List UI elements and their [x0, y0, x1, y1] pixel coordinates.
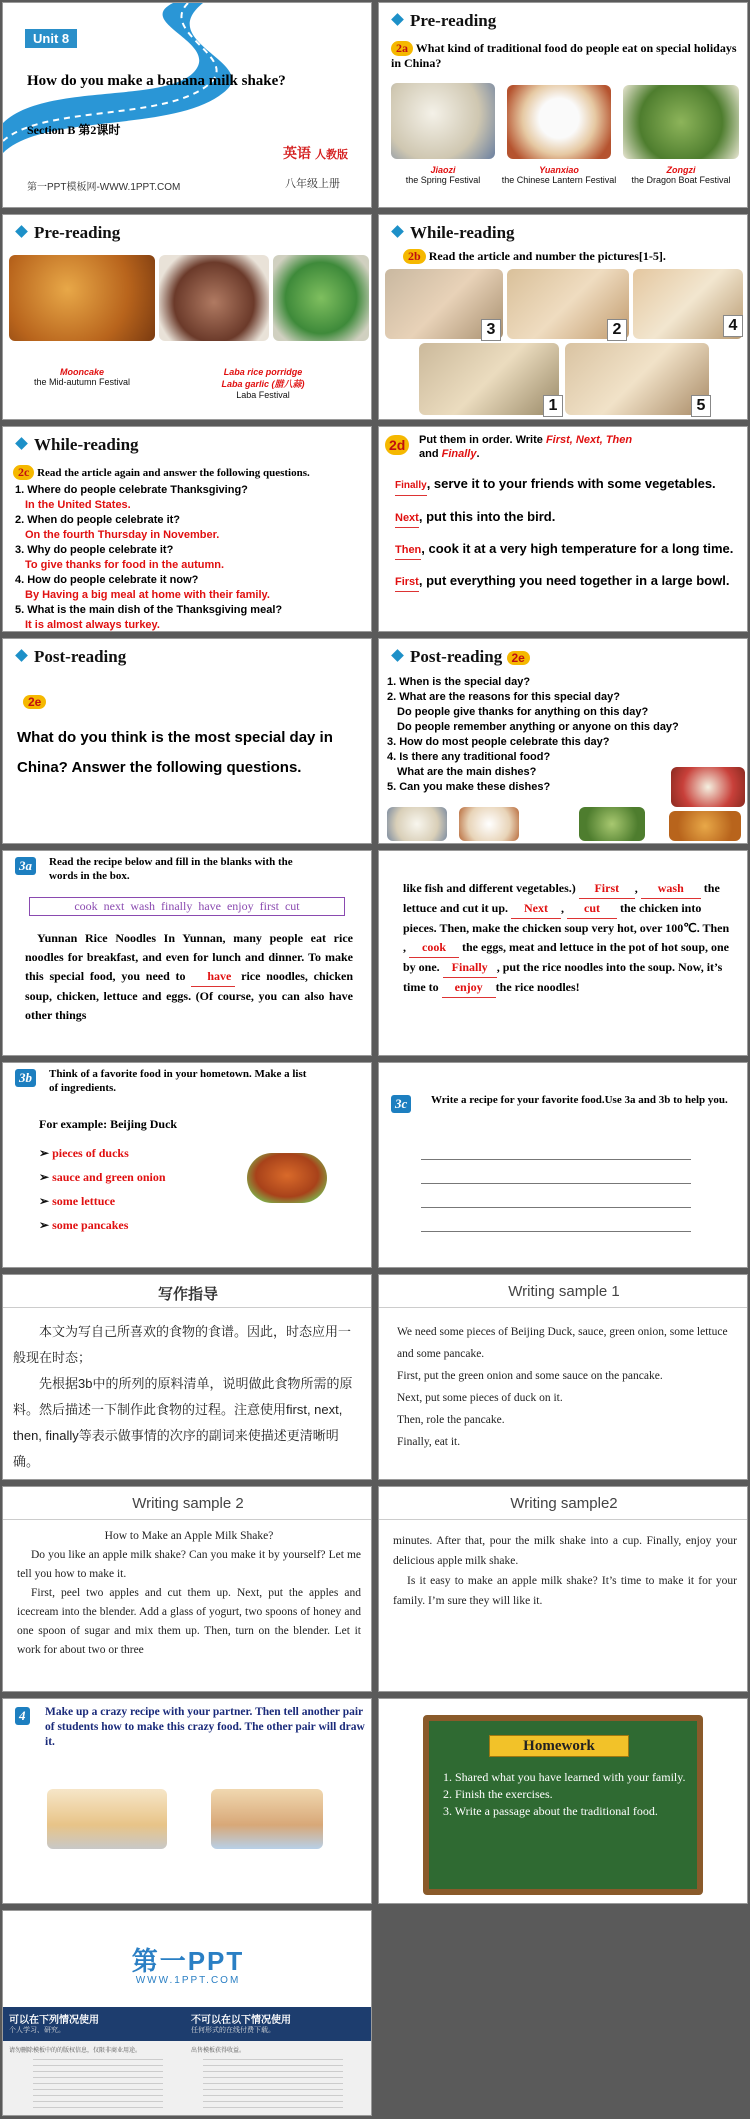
question: 3. How do most people celebrate this day?	[387, 736, 610, 748]
sample-heading: How to Make an Apple Milk Shake?	[104, 1530, 274, 1542]
ingredient-item: ➢ some lettuce	[39, 1194, 116, 1208]
picture-panel-5	[565, 343, 709, 415]
question: 1. Where do people celebrate Thanksgiving?	[15, 484, 248, 496]
answer: On the fourth Thursday in November.	[25, 529, 220, 541]
recipe-text: Yunnan Rice Noodles In Yunnan, many people eat rice noodles for breakfast, and even for lunch and dinner. To make this special food, you need to have rice noodles, chicken soup, chicken, lettuce and eggs. (Of course, you can also have other things	[25, 931, 354, 1022]
badge-3b: 3b	[15, 1069, 36, 1087]
sample-line: First, put the green onion and some sauce on the pancake.	[397, 1370, 663, 1382]
students-illustration-1	[47, 1789, 167, 1849]
divider	[379, 1307, 748, 1308]
license-allowed: 可以在下列情况使用	[9, 2015, 99, 2026]
writing-line	[421, 1207, 691, 1208]
diamond-icon	[391, 13, 404, 26]
ingredient-item: ➢ pieces of ducks	[39, 1146, 129, 1160]
writing-line	[421, 1231, 691, 1232]
diamond-icon	[391, 225, 404, 238]
badge-2d: 2d	[385, 435, 409, 455]
question: 5. Can you make these dishes?	[387, 781, 551, 793]
badge-2e-wrap	[23, 693, 46, 711]
question: Do people remember anything or anyone on this day?	[397, 721, 679, 733]
step: Next, put this into the bird.	[395, 508, 741, 528]
ppt-url: WWW.1PPT.COM	[135, 1975, 241, 1986]
slide-8-post-reading	[378, 638, 748, 844]
homework-item: 2. Finish the exercises.	[443, 1787, 553, 1801]
slide-15-writing-sample-2	[2, 1486, 372, 1692]
grade-label: 八年级上册	[285, 178, 340, 190]
number-box: 5	[691, 395, 711, 417]
caption-laba: Laba rice porridge Laba garlic (腊八蒜) Laba Festival	[221, 367, 305, 400]
caption-yuanxiao: Yuanxiao the Chinese Lantern Festival	[501, 165, 617, 185]
sample-title: Writing sample2	[510, 1495, 618, 1512]
jiaozi-image	[391, 83, 495, 159]
mooncake-image	[669, 811, 741, 841]
divider	[3, 1307, 372, 1308]
yuanxiao-image	[459, 807, 519, 841]
ingredient-item: ➢ some pancakes	[39, 1218, 129, 1232]
question: Do people give thanks for anything on this day?	[397, 706, 649, 718]
yuanxiao-image	[507, 85, 611, 159]
header-text: Pre-reading	[34, 223, 121, 242]
header-text: While-reading	[34, 435, 139, 454]
number-box: 4	[723, 315, 743, 337]
badge-2d-wrap	[385, 435, 409, 455]
license-area	[3, 2007, 372, 2116]
question: 1. When is the special day?	[387, 676, 531, 688]
question-block	[391, 41, 741, 71]
slide-header	[17, 647, 126, 667]
instruction-text: Read the article and number the pictures[1-5].	[428, 249, 666, 263]
example-text: For example: Beijing Duck	[39, 1117, 178, 1131]
header-text: Post-reading	[34, 647, 127, 666]
badge-3c: 3c	[391, 1095, 411, 1113]
subject-label: 英语	[283, 145, 311, 161]
number-box: 1	[543, 395, 563, 417]
license-note: 请勿删除模板中的的版权信息，仅限非商业用途。	[9, 2048, 142, 2054]
question-text: What kind of traditional food do people eat on special holidays in China?	[391, 41, 737, 70]
slide-9-recipe-3a	[2, 850, 372, 1056]
mooncake-image	[9, 255, 155, 341]
instruction-block	[13, 465, 310, 480]
answer: In the United States.	[25, 499, 131, 511]
divider	[3, 1519, 372, 1520]
sample-paragraph: Is it easy to make an apple milk shake? It’s time to make it for your family. I’m sure they will like it.	[393, 1575, 737, 1607]
slide-19-credits	[2, 1910, 372, 2116]
slide-header	[393, 11, 496, 31]
badge-4-wrap	[15, 1707, 30, 1725]
badge-3b-wrap	[15, 1069, 36, 1087]
sample-line: Finally, eat it.	[397, 1436, 461, 1448]
badge-2e: 2e	[507, 651, 530, 665]
section-label: Section B 第2课时	[27, 123, 121, 137]
slide-18-homework	[378, 1698, 748, 1904]
answer: It is almost always turkey.	[25, 619, 160, 631]
question: 2. When do people celebrate it?	[15, 514, 181, 526]
slide-13-writing-guide	[2, 1274, 372, 1480]
unit-label: Unit 8	[25, 29, 77, 48]
slide-11-ingredients-3b	[2, 1062, 372, 1268]
sample-line: Next, put some pieces of duck on it.	[397, 1392, 563, 1404]
students-illustration-2	[211, 1789, 323, 1849]
duck-image	[247, 1153, 327, 1203]
picture-panel-4	[419, 343, 559, 415]
writing-line	[421, 1159, 691, 1160]
question: 4. How do people celebrate it now?	[15, 574, 199, 586]
sample-text	[397, 1321, 737, 1453]
header-text: Pre-reading	[410, 11, 497, 30]
slide-2-pre-reading	[378, 2, 748, 208]
question: 5. What is the main dish of the Thanksgiving meal?	[15, 604, 283, 616]
question: 3. Why do people celebrate it?	[15, 544, 174, 556]
divider	[379, 1519, 748, 1520]
sample-title: Writing sample 1	[508, 1283, 620, 1300]
slide-3-pre-reading	[2, 214, 372, 420]
publisher-label: 人教版	[315, 149, 348, 161]
prompt-text: What do you think is the most special day in China? Answer the following questions.	[17, 729, 333, 776]
step: Finally, serve it to your friends with some vegetables.	[395, 475, 741, 496]
sample-paragraph: First, peel two apples and cut them up. Next, put the apples and icecream into the blender. Add a glass of yogurt, two spoons of honey and one spoon of sugar and mix them up. Then, turn on the blender. Let it work for about two or three	[17, 1587, 361, 1656]
license-forbidden-sub: 任何形式的在线付费下载。	[191, 2027, 275, 2034]
badge-4: 4	[15, 1707, 30, 1725]
dumplings-image	[387, 807, 447, 841]
guide-title: 写作指导	[157, 1286, 218, 1303]
instruction-text: Make up a crazy recipe with your partner. Then tell another pair of students how to make this crazy food. The other pair will draw it.	[45, 1706, 365, 1748]
instruction-text: Write a recipe for your favorite food.Use 3a and 3b to help you.	[431, 1094, 728, 1106]
ingredient-item: ➢ sauce and green onion	[39, 1170, 166, 1184]
license-banner	[3, 2007, 372, 2041]
guide-text	[13, 1319, 361, 1475]
step: Then, cook it at a very high temperature for a long time.	[395, 540, 741, 560]
homework-item: 1. Shared what you have learned with your family.	[443, 1770, 686, 1784]
slide-14-writing-sample-1	[378, 1274, 748, 1480]
slide-16-writing-sample-2-cont	[378, 1486, 748, 1692]
lesson-title: How do you make a banana milk shake?	[27, 73, 286, 89]
slide-5-while-reading	[2, 426, 372, 632]
slide-4-while-reading	[378, 214, 748, 420]
diamond-icon	[15, 649, 28, 662]
badge-2b: 2b	[403, 249, 426, 264]
caption-jiaozi: Jiaozi the Spring Festival	[405, 165, 481, 185]
sample-text	[17, 1527, 361, 1660]
question: 2. What are the reasons for this special day?	[387, 691, 620, 703]
sample-line: Then, role the pancake.	[397, 1414, 505, 1426]
ingredient-list	[39, 1141, 166, 1237]
step: First, put everything you need together in a large bowl.	[395, 572, 741, 592]
recipe-text: like fish and different vegetables.) First , wash the lettuce and cut it up. Next , cut the chicken into pieces. Then, make the chicken soup very hot, over 100℃. Then , cook the eggs, meat and lettuce in the pot of hot soup, one by one. Finally , put the rice noodles into the soup. Now, it’s time to enjoy the rice noodles!	[403, 879, 733, 998]
diamond-icon	[15, 437, 28, 450]
laba-garlic-image	[273, 255, 369, 341]
header-text: Post-reading	[410, 647, 503, 666]
diamond-icon	[15, 225, 28, 238]
question-list	[387, 675, 679, 795]
chalkboard	[423, 1715, 703, 1895]
question: What are the main dishes?	[397, 766, 537, 778]
qa-list	[15, 483, 282, 632]
question: 4. Is there any traditional food?	[387, 751, 551, 763]
slide-header	[17, 435, 139, 455]
license-allowed-sub: 个人学习、研究。	[9, 2027, 65, 2034]
instruction-block	[403, 249, 666, 264]
instruction-text: Think of a favorite food in your hometown. Make a list of ingredients.	[49, 1068, 307, 1094]
laba-porridge-image	[159, 255, 269, 341]
badge-3a-wrap	[15, 857, 36, 875]
word-box: cook next wash finally have enjoy first cut	[29, 897, 345, 916]
slide-6-order-steps	[378, 426, 748, 632]
slide-header	[17, 223, 120, 243]
homework-list	[443, 1769, 687, 1820]
site-label: 第一PPT模板网-WWW.1PPT.COM	[27, 182, 181, 193]
slide-12-write-3c	[378, 1062, 748, 1268]
ppt-logo: 第一PPT	[131, 1946, 245, 1976]
sample-line: We need some pieces of Beijing Duck, sauce, green onion, some lettuce and some pancake.	[397, 1326, 728, 1360]
number-box: 3	[481, 319, 501, 341]
writing-line	[421, 1183, 691, 1184]
sample-paragraph: minutes. After that, pour the milk shake into a cup. Finally, enjoy your delicious apple milk shake.	[393, 1535, 737, 1567]
homework-title: Homework	[489, 1735, 629, 1757]
answer: By Having a big meal at home with their family.	[25, 589, 270, 601]
sample-text	[393, 1531, 737, 1611]
number-box: 2	[607, 319, 627, 341]
zongzi-image	[579, 807, 645, 841]
badge-3a: 3a	[15, 857, 36, 875]
slide-header	[393, 223, 515, 243]
zongzi-image	[623, 85, 739, 159]
steps-list	[395, 475, 741, 592]
diamond-icon	[391, 649, 404, 662]
instruction-text: Put them in order. Write First, Next, Then and Finally.	[419, 434, 633, 460]
link-list-right	[203, 2059, 343, 2111]
link-list-left	[33, 2059, 163, 2111]
badge-2a: 2a	[391, 41, 413, 56]
instruction-text: Read the recipe below and fill in the blanks with the words in the box.	[49, 856, 293, 882]
sample-title: Writing sample 2	[132, 1495, 244, 1512]
caption-mooncake: Mooncake the Mid-autumn Festival	[33, 367, 131, 387]
badge-2c: 2c	[13, 465, 34, 480]
badge-3c-wrap	[391, 1095, 411, 1113]
slide-7-post-reading	[2, 638, 372, 844]
guide-paragraph: 先根据3b中的所列的原料清单，说明做此食物所需的原料。然后描述一下制作此食物的过程。注意使用first, next, then, finally等表示做事情的次序的副词来使描述更清晰明确。	[13, 1376, 353, 1469]
slide-10-recipe-cont	[378, 850, 748, 1056]
guide-paragraph: 本文为写自己所喜欢的食物的食谱。因此，时态应用一般现在时态；	[13, 1324, 352, 1365]
slide-header	[393, 647, 530, 667]
header-text: While-reading	[410, 223, 515, 242]
slide-17-crazy-recipe	[2, 1698, 372, 1904]
license-forbidden: 不可以在以下情况使用	[191, 2015, 291, 2026]
caption-zongzi: Zongzi the Dragon Boat Festival	[631, 165, 731, 185]
answer: To give thanks for food in the autumn.	[25, 559, 225, 571]
license-note: 出售模板获得收益。	[191, 2048, 246, 2054]
badge-2e: 2e	[23, 695, 46, 709]
slide-1-title	[2, 2, 372, 208]
dish-image	[671, 767, 745, 807]
sample-paragraph: Do you like an apple milk shake? Can you make it by yourself? Let me tell you how to make it.	[17, 1549, 361, 1580]
homework-item: 3. Write a passage about the traditional food.	[443, 1804, 658, 1818]
instruction-text: Read the article again and answer the following questions.	[37, 467, 310, 479]
